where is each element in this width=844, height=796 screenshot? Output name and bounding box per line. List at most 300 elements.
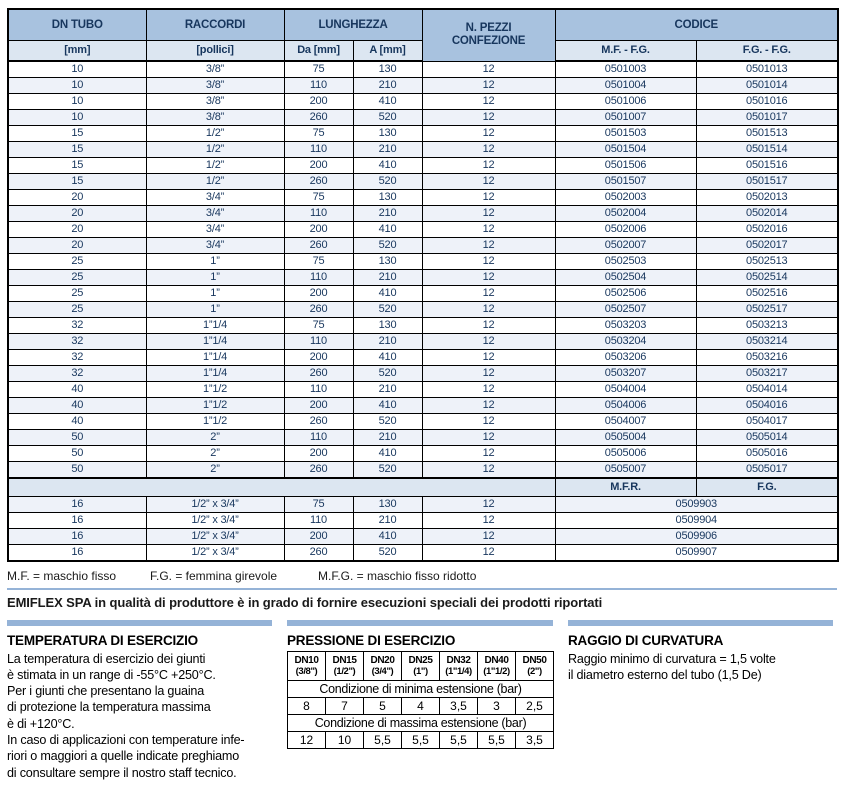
cell-da: 200 bbox=[284, 94, 353, 110]
pressure-table bbox=[287, 651, 554, 749]
cell-raccordi: 3/8” bbox=[146, 94, 284, 110]
product-table-reduced-header bbox=[8, 478, 838, 496]
cell-a: 210 bbox=[353, 512, 422, 528]
product-table-body-reduced bbox=[8, 496, 838, 561]
pressure-table-header-row bbox=[288, 651, 554, 680]
col-subheader-fg-fg: F.G. - F.G. bbox=[696, 40, 838, 61]
table-row bbox=[8, 528, 838, 544]
cell-raccordi: 1/2” x 3/4” bbox=[146, 544, 284, 561]
cell-pezzi: 12 bbox=[422, 158, 555, 174]
cell-code-mf-fg: 0502006 bbox=[555, 222, 696, 238]
pressure-col-header-dn15 bbox=[326, 651, 364, 680]
cell-code-fg-fg: 0502514 bbox=[696, 270, 838, 286]
cell-a: 130 bbox=[353, 126, 422, 142]
cell-code-mf-fg: 0503207 bbox=[555, 366, 696, 382]
cell-code-fg-fg: 0501016 bbox=[696, 94, 838, 110]
cell-da: 110 bbox=[284, 512, 353, 528]
section-bar bbox=[568, 620, 833, 626]
cell-pezzi: 12 bbox=[422, 512, 555, 528]
cell-da: 110 bbox=[284, 382, 353, 398]
cell-pezzi: 12 bbox=[422, 446, 555, 462]
text-line: In caso di applicazioni con temperature infe- bbox=[7, 732, 245, 747]
cell-code-fg-fg: 0503213 bbox=[696, 318, 838, 334]
cell-raccordi: 3/4” bbox=[146, 190, 284, 206]
cell-raccordi: 1” bbox=[146, 302, 284, 318]
product-table-header bbox=[8, 9, 838, 61]
cell-raccordi: 3/4” bbox=[146, 222, 284, 238]
cell-dn: 32 bbox=[8, 366, 146, 382]
table-row bbox=[8, 302, 838, 318]
cell-code-fg-fg: 0501513 bbox=[696, 126, 838, 142]
cell-da: 260 bbox=[284, 238, 353, 254]
cell-code-fg-fg: 0505016 bbox=[696, 446, 838, 462]
cell-dn: 15 bbox=[8, 142, 146, 158]
pressure-max-label: Condizione di massima estensione (bar) bbox=[288, 714, 554, 731]
cell-da: 75 bbox=[284, 496, 353, 512]
table-row bbox=[8, 94, 838, 110]
cell-code-mf-fg: 0503206 bbox=[555, 350, 696, 366]
cell-dn: 15 bbox=[8, 126, 146, 142]
pressure-table-body bbox=[288, 680, 554, 748]
cell-pezzi: 12 bbox=[422, 334, 555, 350]
pressure-max-value: 10 bbox=[326, 731, 364, 748]
n-pezzi-line1: N. PEZZI bbox=[465, 22, 512, 35]
cell-pezzi: 12 bbox=[422, 382, 555, 398]
pressure-max-value: 5,5 bbox=[478, 731, 516, 748]
cell-a: 210 bbox=[353, 206, 422, 222]
cell-code-mf-fg: 0502507 bbox=[555, 302, 696, 318]
cell-a: 410 bbox=[353, 398, 422, 414]
cell-code-mf-fg: 0501504 bbox=[555, 142, 696, 158]
cell-raccordi: 1”1/4 bbox=[146, 318, 284, 334]
abbreviation-legend bbox=[7, 569, 837, 583]
cell-a: 410 bbox=[353, 94, 422, 110]
temperatura-text bbox=[7, 651, 272, 781]
cell-raccordi: 1” bbox=[146, 286, 284, 302]
cell-code-fg-fg: 0505017 bbox=[696, 462, 838, 479]
col-subheader-mm: [mm] bbox=[8, 40, 146, 61]
cell-pezzi: 12 bbox=[422, 414, 555, 430]
table-row bbox=[8, 318, 838, 334]
cell-raccordi: 3/4” bbox=[146, 206, 284, 222]
pressure-min-value: 4 bbox=[402, 697, 440, 714]
cell-code-mf-fg: 0505007 bbox=[555, 462, 696, 479]
table-row bbox=[8, 270, 838, 286]
cell-code-fg-fg: 0501516 bbox=[696, 158, 838, 174]
col-header-n-pezzi-confezione bbox=[422, 9, 555, 61]
cell-a: 520 bbox=[353, 110, 422, 126]
table-row bbox=[8, 142, 838, 158]
cell-da: 260 bbox=[284, 414, 353, 430]
cell-a: 130 bbox=[353, 190, 422, 206]
pressure-min-value: 2,5 bbox=[516, 697, 554, 714]
cell-code-fg-fg: 0502013 bbox=[696, 190, 838, 206]
cell-dn: 10 bbox=[8, 94, 146, 110]
dn-size: (1"1/2) bbox=[483, 665, 510, 677]
table-row bbox=[8, 126, 838, 142]
cell-dn: 15 bbox=[8, 174, 146, 190]
section-pressione bbox=[287, 620, 553, 781]
cell-dn: 25 bbox=[8, 302, 146, 318]
cell-code-mf-fg: 0502506 bbox=[555, 286, 696, 302]
cell-da: 200 bbox=[284, 398, 353, 414]
cell-dn: 16 bbox=[8, 544, 146, 561]
pressure-max-value: 5,5 bbox=[402, 731, 440, 748]
table-row bbox=[8, 61, 838, 78]
cell-pezzi: 12 bbox=[422, 126, 555, 142]
cell-code-fg-fg: 0504017 bbox=[696, 414, 838, 430]
raggio-text bbox=[568, 651, 833, 684]
table-row bbox=[8, 238, 838, 254]
cell-da: 260 bbox=[284, 302, 353, 318]
cell-code-fg-fg: 0501017 bbox=[696, 110, 838, 126]
divider-rule bbox=[7, 588, 837, 590]
n-pezzi-line2: CONFEZIONE bbox=[451, 35, 526, 48]
cell-da: 200 bbox=[284, 286, 353, 302]
cell-pezzi: 12 bbox=[422, 142, 555, 158]
cell-pezzi: 12 bbox=[422, 462, 555, 479]
cell-dn: 20 bbox=[8, 206, 146, 222]
cell-code-fg-fg: 0501514 bbox=[696, 142, 838, 158]
cell-a: 410 bbox=[353, 286, 422, 302]
cell-dn: 50 bbox=[8, 462, 146, 479]
cell-a: 410 bbox=[353, 222, 422, 238]
dn-size: (3/8") bbox=[295, 665, 318, 677]
pressure-max-label-row bbox=[288, 714, 554, 731]
cell-da: 200 bbox=[284, 528, 353, 544]
cell-code-mf-fg: 0502007 bbox=[555, 238, 696, 254]
cell-code-mfr-fg: 0509907 bbox=[555, 544, 838, 561]
cell-a: 520 bbox=[353, 544, 422, 561]
pressure-max-value: 5,5 bbox=[364, 731, 402, 748]
col-header-codice: CODICE bbox=[555, 9, 838, 40]
legend-item-fg: F.G. = femmina girevole bbox=[150, 568, 278, 583]
cell-code-fg-fg: 0502513 bbox=[696, 254, 838, 270]
cell-pezzi: 12 bbox=[422, 366, 555, 382]
section-bar bbox=[287, 620, 553, 626]
cell-da: 75 bbox=[284, 190, 353, 206]
col-subheader-mfr: M.F.R. bbox=[555, 478, 696, 496]
cell-da: 260 bbox=[284, 544, 353, 561]
pressure-max-value: 5,5 bbox=[440, 731, 478, 748]
cell-code-mf-fg: 0501507 bbox=[555, 174, 696, 190]
cell-code-fg-fg: 0505014 bbox=[696, 430, 838, 446]
pressure-min-value: 7 bbox=[326, 697, 364, 714]
cell-pezzi: 12 bbox=[422, 94, 555, 110]
cell-a: 410 bbox=[353, 350, 422, 366]
cell-code-mf-fg: 0505006 bbox=[555, 446, 696, 462]
cell-da: 200 bbox=[284, 158, 353, 174]
cell-a: 210 bbox=[353, 430, 422, 446]
cell-code-mfr-fg: 0509903 bbox=[555, 496, 838, 512]
section-bar bbox=[7, 620, 272, 626]
table-row bbox=[8, 110, 838, 126]
pressure-col-header-dn10 bbox=[288, 651, 326, 680]
table-row bbox=[8, 78, 838, 94]
section-temperatura bbox=[7, 620, 272, 781]
col-header-raccordi: RACCORDI bbox=[146, 9, 284, 40]
cell-dn: 32 bbox=[8, 318, 146, 334]
cell-code-fg-fg: 0501013 bbox=[696, 61, 838, 78]
cell-raccordi: 1/2” bbox=[146, 174, 284, 190]
cell-da: 260 bbox=[284, 174, 353, 190]
text-line: di consultare sempre il nostro staff tecnico. bbox=[7, 765, 237, 780]
cell-dn: 25 bbox=[8, 254, 146, 270]
info-columns bbox=[7, 620, 837, 781]
table-row bbox=[8, 190, 838, 206]
cell-raccordi: 2” bbox=[146, 462, 284, 479]
cell-code-fg-fg: 0501517 bbox=[696, 174, 838, 190]
cell-dn: 20 bbox=[8, 222, 146, 238]
cell-pezzi: 12 bbox=[422, 206, 555, 222]
cell-code-mf-fg: 0503203 bbox=[555, 318, 696, 334]
product-table bbox=[7, 8, 839, 562]
cell-pezzi: 12 bbox=[422, 528, 555, 544]
table-row bbox=[8, 496, 838, 512]
cell-raccordi: 1”1/4 bbox=[146, 334, 284, 350]
col-subheader-pollici: [pollici] bbox=[146, 40, 284, 61]
cell-code-fg-fg: 0502517 bbox=[696, 302, 838, 318]
cell-a: 520 bbox=[353, 366, 422, 382]
pressure-col-header-dn32 bbox=[440, 651, 478, 680]
col-subheader-da-mm: Da [mm] bbox=[284, 40, 353, 61]
cell-da: 110 bbox=[284, 334, 353, 350]
cell-raccordi: 1”1/4 bbox=[146, 350, 284, 366]
cell-dn: 50 bbox=[8, 446, 146, 462]
cell-raccordi: 1”1/2 bbox=[146, 382, 284, 398]
product-table-body bbox=[8, 61, 838, 478]
cell-raccordi: 3/8” bbox=[146, 78, 284, 94]
cell-raccordi: 1”1/4 bbox=[146, 366, 284, 382]
cell-code-mf-fg: 0504007 bbox=[555, 414, 696, 430]
cell-code-mf-fg: 0503204 bbox=[555, 334, 696, 350]
cell-code-fg-fg: 0502017 bbox=[696, 238, 838, 254]
text-line: il diametro esterno del tubo (1,5 De) bbox=[568, 667, 762, 682]
section-raggio bbox=[568, 620, 833, 781]
reduced-sub-header-empty bbox=[8, 478, 555, 496]
cell-pezzi: 12 bbox=[422, 398, 555, 414]
cell-raccordi: 1/2” x 3/4” bbox=[146, 528, 284, 544]
cell-code-fg-fg: 0502516 bbox=[696, 286, 838, 302]
dn-label: DN25 bbox=[408, 654, 433, 666]
cell-a: 210 bbox=[353, 270, 422, 286]
cell-code-mf-fg: 0501006 bbox=[555, 94, 696, 110]
table-row bbox=[8, 414, 838, 430]
cell-a: 520 bbox=[353, 462, 422, 479]
cell-a: 210 bbox=[353, 334, 422, 350]
table-row bbox=[8, 334, 838, 350]
cell-pezzi: 12 bbox=[422, 110, 555, 126]
pressure-min-label-row bbox=[288, 680, 554, 697]
cell-code-fg-fg: 0501014 bbox=[696, 78, 838, 94]
cell-code-fg-fg: 0502016 bbox=[696, 222, 838, 238]
cell-pezzi: 12 bbox=[422, 430, 555, 446]
cell-pezzi: 12 bbox=[422, 350, 555, 366]
cell-code-mf-fg: 0502503 bbox=[555, 254, 696, 270]
cell-raccordi: 1/2” x 3/4” bbox=[146, 496, 284, 512]
cell-da: 260 bbox=[284, 366, 353, 382]
table-row bbox=[8, 286, 838, 302]
col-header-lunghezza: LUNGHEZZA bbox=[284, 9, 422, 40]
cell-a: 130 bbox=[353, 254, 422, 270]
cell-raccordi: 2” bbox=[146, 446, 284, 462]
table-row bbox=[8, 254, 838, 270]
cell-code-mf-fg: 0501506 bbox=[555, 158, 696, 174]
cell-dn: 32 bbox=[8, 350, 146, 366]
cell-dn: 10 bbox=[8, 61, 146, 78]
cell-da: 260 bbox=[284, 110, 353, 126]
cell-dn: 40 bbox=[8, 414, 146, 430]
cell-pezzi: 12 bbox=[422, 78, 555, 94]
pressure-min-label: Condizione di minima estensione (bar) bbox=[288, 680, 554, 697]
pressure-min-value: 3,5 bbox=[440, 697, 478, 714]
cell-code-mf-fg: 0501004 bbox=[555, 78, 696, 94]
pressure-max-value: 12 bbox=[288, 731, 326, 748]
legend-item-mf: M.F. = maschio fisso bbox=[7, 568, 117, 583]
cell-dn: 15 bbox=[8, 158, 146, 174]
cell-pezzi: 12 bbox=[422, 544, 555, 561]
cell-raccordi: 1/2” bbox=[146, 158, 284, 174]
col-subheader-a-mm: A [mm] bbox=[353, 40, 422, 61]
table-row bbox=[8, 174, 838, 190]
cell-code-fg-fg: 0503216 bbox=[696, 350, 838, 366]
cell-pezzi: 12 bbox=[422, 61, 555, 78]
pressure-col-header-dn20 bbox=[364, 651, 402, 680]
cell-dn: 16 bbox=[8, 512, 146, 528]
cell-da: 75 bbox=[284, 318, 353, 334]
cell-pezzi: 12 bbox=[422, 254, 555, 270]
dn-size: (1/2") bbox=[333, 665, 356, 677]
table-row bbox=[8, 446, 838, 462]
legend-item-mfg: M.F.G. = maschio fisso ridotto bbox=[318, 568, 477, 583]
cell-da: 75 bbox=[284, 126, 353, 142]
table-row bbox=[8, 206, 838, 222]
cell-dn: 10 bbox=[8, 78, 146, 94]
cell-pezzi: 12 bbox=[422, 190, 555, 206]
cell-raccordi: 1” bbox=[146, 254, 284, 270]
table-row bbox=[8, 512, 838, 528]
cell-a: 410 bbox=[353, 528, 422, 544]
cell-da: 200 bbox=[284, 222, 353, 238]
col-header-dn-tubo: DN TUBO bbox=[8, 9, 146, 40]
text-line: di protezione la temperatura massima bbox=[7, 700, 211, 715]
dn-label: DN32 bbox=[446, 654, 471, 666]
cell-dn: 25 bbox=[8, 286, 146, 302]
cell-code-mfr-fg: 0509904 bbox=[555, 512, 838, 528]
cell-dn: 25 bbox=[8, 270, 146, 286]
table-row bbox=[8, 430, 838, 446]
cell-code-mf-fg: 0502504 bbox=[555, 270, 696, 286]
cell-raccordi: 2” bbox=[146, 430, 284, 446]
text-line: è stimata in un range di -55°C +250°C. bbox=[7, 667, 216, 682]
cell-a: 210 bbox=[353, 382, 422, 398]
cell-pezzi: 12 bbox=[422, 222, 555, 238]
table-row bbox=[8, 222, 838, 238]
cell-dn: 20 bbox=[8, 238, 146, 254]
text-line: La temperatura di esercizio dei giunti bbox=[7, 651, 206, 666]
cell-a: 210 bbox=[353, 142, 422, 158]
cell-code-mfr-fg: 0509906 bbox=[555, 528, 838, 544]
cell-da: 200 bbox=[284, 350, 353, 366]
cell-raccordi: 1”1/2 bbox=[146, 398, 284, 414]
cell-a: 520 bbox=[353, 238, 422, 254]
table-row bbox=[8, 158, 838, 174]
cell-a: 130 bbox=[353, 61, 422, 78]
cell-a: 410 bbox=[353, 446, 422, 462]
cell-a: 520 bbox=[353, 414, 422, 430]
cell-dn: 40 bbox=[8, 398, 146, 414]
producer-notice: EMIFLEX SPA in qualità di produttore è in grado di fornire esecuzioni speciali dei prodotti riportati bbox=[7, 594, 603, 610]
dn-size: (2") bbox=[527, 665, 542, 677]
cell-raccordi: 1”1/2 bbox=[146, 414, 284, 430]
pressure-min-value: 3 bbox=[478, 697, 516, 714]
cell-raccordi: 1/2” x 3/4” bbox=[146, 512, 284, 528]
cell-a: 520 bbox=[353, 174, 422, 190]
table-row bbox=[8, 366, 838, 382]
pressure-col-header-dn25 bbox=[402, 651, 440, 680]
text-line: è di +120°C. bbox=[7, 716, 75, 731]
cell-dn: 50 bbox=[8, 430, 146, 446]
cell-code-fg-fg: 0503214 bbox=[696, 334, 838, 350]
cell-code-mf-fg: 0501003 bbox=[555, 61, 696, 78]
col-subheader-fg: F.G. bbox=[696, 478, 838, 496]
cell-dn: 16 bbox=[8, 528, 146, 544]
pressure-min-value: 8 bbox=[288, 697, 326, 714]
cell-raccordi: 1/2” bbox=[146, 142, 284, 158]
pressure-max-value: 3,5 bbox=[516, 731, 554, 748]
cell-dn: 32 bbox=[8, 334, 146, 350]
section-title-raggio: RAGGIO DI CURVATURA bbox=[568, 632, 724, 648]
cell-da: 260 bbox=[284, 462, 353, 479]
cell-code-mf-fg: 0502004 bbox=[555, 206, 696, 222]
cell-a: 130 bbox=[353, 496, 422, 512]
cell-a: 130 bbox=[353, 318, 422, 334]
text-line: Per i giunti che presentano la guaina bbox=[7, 684, 205, 699]
table-row bbox=[8, 398, 838, 414]
cell-da: 110 bbox=[284, 78, 353, 94]
pressure-min-values-row bbox=[288, 697, 554, 714]
dn-size: (1") bbox=[413, 665, 428, 677]
pressure-col-header-dn50 bbox=[516, 651, 554, 680]
cell-code-mf-fg: 0504006 bbox=[555, 398, 696, 414]
cell-pezzi: 12 bbox=[422, 496, 555, 512]
cell-pezzi: 12 bbox=[422, 270, 555, 286]
dn-label: DN40 bbox=[484, 654, 509, 666]
cell-da: 75 bbox=[284, 61, 353, 78]
cell-code-fg-fg: 0504014 bbox=[696, 382, 838, 398]
cell-da: 110 bbox=[284, 142, 353, 158]
cell-da: 110 bbox=[284, 270, 353, 286]
dn-size: (3/4") bbox=[371, 665, 394, 677]
dn-label: DN10 bbox=[294, 654, 319, 666]
cell-code-mf-fg: 0501007 bbox=[555, 110, 696, 126]
cell-pezzi: 12 bbox=[422, 286, 555, 302]
dn-label: DN50 bbox=[522, 654, 547, 666]
cell-dn: 20 bbox=[8, 190, 146, 206]
cell-raccordi: 3/8” bbox=[146, 110, 284, 126]
cell-da: 75 bbox=[284, 254, 353, 270]
table-row bbox=[8, 462, 838, 479]
pressure-min-value: 5 bbox=[364, 697, 402, 714]
section-title-temperatura: TEMPERATURA DI ESERCIZIO bbox=[7, 632, 198, 648]
cell-dn: 16 bbox=[8, 496, 146, 512]
pressure-col-header-dn40 bbox=[478, 651, 516, 680]
cell-dn: 40 bbox=[8, 382, 146, 398]
table-row bbox=[8, 382, 838, 398]
table-row bbox=[8, 544, 838, 561]
cell-pezzi: 12 bbox=[422, 318, 555, 334]
cell-code-mf-fg: 0502003 bbox=[555, 190, 696, 206]
